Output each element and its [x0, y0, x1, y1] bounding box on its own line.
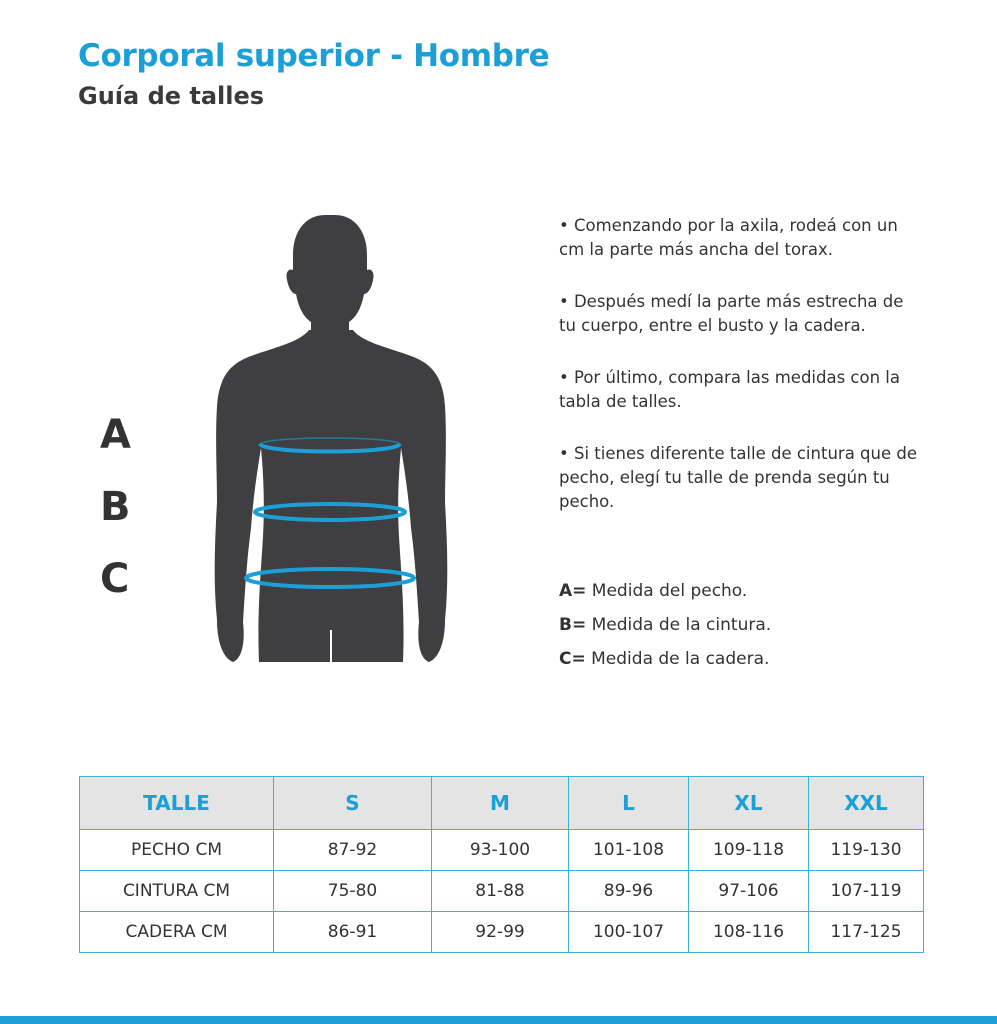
instruction-item: • Si tienes diferente talle de cintura que de pecho, elegí tu talle de prenda según tu pecho.: [559, 444, 917, 511]
legend-text: Medida del pecho.: [586, 581, 748, 601]
table-cell: 86-91: [274, 912, 432, 953]
label-c: C: [100, 556, 130, 602]
label-b: B: [100, 484, 131, 530]
table-cell: 81-88: [432, 871, 569, 912]
legend-key: A=: [559, 581, 587, 601]
table-cell: 108-116: [689, 912, 809, 953]
table-cell: 101-108: [569, 830, 689, 871]
size-table: [79, 776, 924, 953]
page-subtitle: Guía de talles: [78, 82, 265, 110]
table-cell: 93-100: [432, 830, 569, 871]
table-cell: 107-119: [809, 871, 924, 912]
header-talle: TALLE: [80, 777, 274, 830]
row-label: CINTURA CM: [80, 871, 274, 912]
page-title: Corporal superior - Hombre: [78, 38, 550, 74]
header-size-s: S: [274, 777, 432, 830]
row-label: PECHO CM: [80, 830, 274, 871]
male-body-silhouette-icon: [205, 210, 455, 670]
table-cell: 119-130: [809, 830, 924, 871]
header-size-l: L: [569, 777, 689, 830]
instruction-item: • Después medí la parte más estrecha de tu cuerpo, entre el busto y la cadera.: [559, 292, 904, 335]
instructions-list: [559, 214, 919, 542]
legend-text: Medida de la cintura.: [586, 615, 772, 635]
table-cell: 75-80: [274, 871, 432, 912]
legend-key: C=: [559, 649, 586, 669]
legend-item: [559, 578, 919, 612]
legend-item: [559, 646, 919, 680]
table-cell: 89-96: [569, 871, 689, 912]
table-cell: 109-118: [689, 830, 809, 871]
instruction-item: • Comenzando por la axila, rodeá con un cm la parte más ancha del torax.: [559, 216, 898, 259]
label-a: A: [100, 412, 131, 458]
header-size-xxl: XXL: [809, 777, 924, 830]
table-cell: 97-106: [689, 871, 809, 912]
table-cell: 87-92: [274, 830, 432, 871]
table-cell: 117-125: [809, 912, 924, 953]
legend-item: [559, 612, 919, 646]
row-label: CADERA CM: [80, 912, 274, 953]
bottom-accent-bar: [0, 1016, 997, 1024]
legend-text: Medida de la cadera.: [585, 649, 770, 669]
legend-key: B=: [559, 615, 587, 635]
measurement-legend: [559, 578, 919, 680]
table-cell: 92-99: [432, 912, 569, 953]
header-size-xl: XL: [689, 777, 809, 830]
table-header-row: [80, 777, 924, 830]
header-size-m: M: [432, 777, 569, 830]
table-row: [80, 912, 924, 953]
table-cell: 100-107: [569, 912, 689, 953]
table-row: [80, 830, 924, 871]
table-row: [80, 871, 924, 912]
instruction-item: • Por último, compara las medidas con la tabla de talles.: [559, 368, 900, 411]
